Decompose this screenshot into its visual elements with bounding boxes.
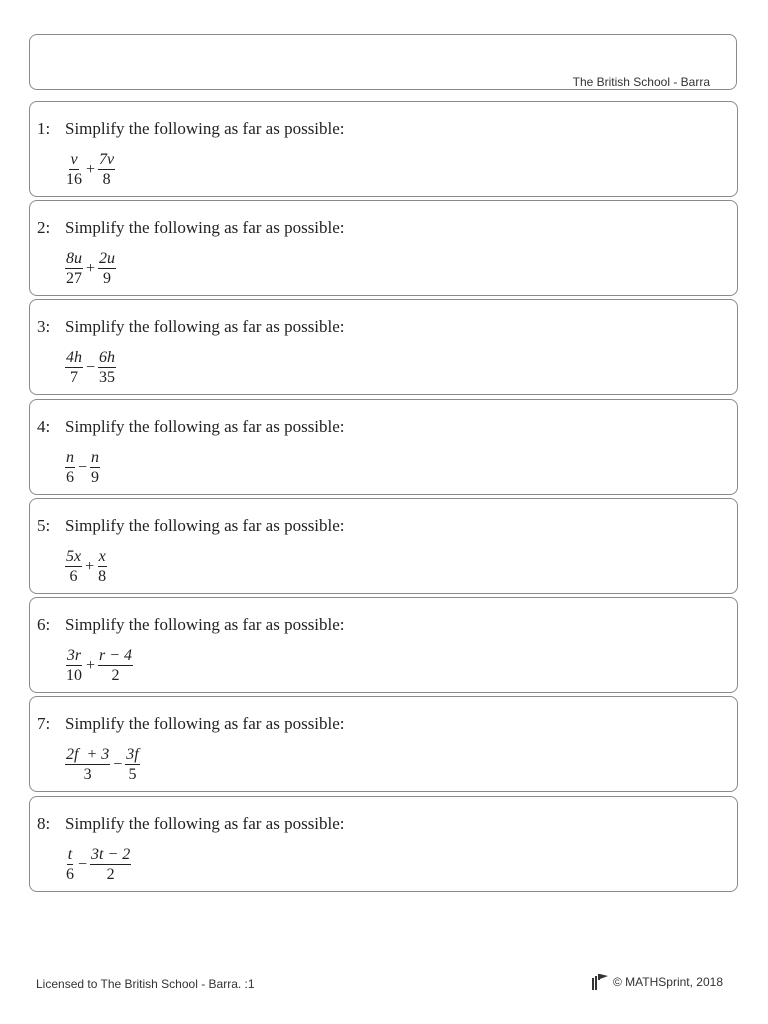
license-text: Licensed to The British School - Barra. :1 bbox=[36, 977, 255, 991]
expression bbox=[65, 646, 133, 685]
school-name: The British School - Barra bbox=[572, 75, 710, 89]
denominator: 3 bbox=[83, 766, 92, 783]
question-prompt: Simplify the following as far as possible: bbox=[65, 615, 345, 634]
question-prompt: Simplify the following as far as possible: bbox=[65, 714, 345, 733]
numerator: 3f bbox=[126, 746, 139, 763]
expression bbox=[65, 348, 116, 387]
numerator: 2u bbox=[99, 250, 116, 267]
question-8 bbox=[29, 796, 738, 892]
question-prompt: Simplify the following as far as possible: bbox=[65, 119, 345, 138]
question-prompt-line bbox=[37, 218, 345, 238]
fraction-a bbox=[65, 448, 75, 487]
fraction-a bbox=[65, 646, 83, 685]
question-4 bbox=[29, 399, 738, 495]
fraction-a bbox=[65, 547, 82, 586]
question-number: 1: bbox=[37, 119, 51, 138]
operator: − bbox=[78, 458, 88, 476]
question-number: 7: bbox=[37, 714, 51, 733]
question-prompt-line bbox=[37, 317, 345, 337]
question-prompt: Simplify the following as far as possible: bbox=[65, 417, 345, 436]
header-box bbox=[29, 34, 737, 90]
fraction-b bbox=[98, 348, 116, 387]
denominator: 35 bbox=[99, 369, 116, 386]
operator: − bbox=[78, 855, 88, 873]
copyright bbox=[591, 974, 723, 990]
question-2 bbox=[29, 200, 738, 296]
numerator: 3t − 2 bbox=[91, 846, 131, 863]
denominator: 10 bbox=[66, 667, 82, 684]
operator: + bbox=[86, 259, 96, 277]
operator: + bbox=[85, 557, 95, 575]
denominator: 6 bbox=[66, 866, 74, 883]
operator: − bbox=[86, 358, 96, 376]
numerator: n bbox=[66, 449, 74, 466]
denominator: 6 bbox=[66, 469, 74, 486]
question-prompt-line bbox=[37, 814, 345, 834]
question-prompt-line bbox=[37, 516, 345, 536]
operator: − bbox=[113, 755, 123, 773]
fraction-b bbox=[98, 249, 116, 288]
operator: + bbox=[86, 160, 96, 178]
numerator: x bbox=[98, 548, 106, 565]
question-prompt-line bbox=[37, 714, 345, 734]
question-3 bbox=[29, 299, 738, 395]
question-prompt: Simplify the following as far as possible: bbox=[65, 317, 345, 336]
numerator: v bbox=[70, 151, 78, 168]
question-number: 8: bbox=[37, 814, 51, 833]
question-prompt: Simplify the following as far as possible: bbox=[65, 218, 345, 237]
question-prompt-line bbox=[37, 615, 345, 635]
fraction-a bbox=[65, 249, 83, 288]
question-6 bbox=[29, 597, 738, 693]
expression bbox=[65, 249, 116, 288]
question-prompt: Simplify the following as far as possible: bbox=[65, 814, 345, 833]
denominator: 2 bbox=[106, 866, 115, 883]
denominator: 16 bbox=[66, 171, 82, 188]
denominator: 7 bbox=[70, 369, 78, 386]
fraction-a bbox=[65, 348, 83, 387]
operator: + bbox=[86, 656, 96, 674]
fraction-a bbox=[65, 845, 75, 884]
fraction-b bbox=[98, 646, 133, 685]
question-7 bbox=[29, 696, 738, 792]
numerator: 3r bbox=[66, 647, 82, 664]
question-number: 5: bbox=[37, 516, 51, 535]
numerator: 7v bbox=[99, 151, 115, 168]
question-prompt-line bbox=[37, 417, 345, 437]
question-prompt: Simplify the following as far as possible: bbox=[65, 516, 345, 535]
question-5 bbox=[29, 498, 738, 594]
denominator: 2 bbox=[111, 667, 120, 684]
numerator: r − 4 bbox=[99, 647, 133, 664]
denominator: 9 bbox=[103, 270, 112, 287]
numerator: 6h bbox=[99, 349, 116, 366]
expression bbox=[65, 745, 140, 784]
fraction-b bbox=[97, 547, 107, 586]
numerator: t bbox=[67, 846, 73, 863]
denominator: 9 bbox=[91, 469, 100, 486]
denominator: 27 bbox=[66, 270, 82, 287]
fraction-a bbox=[65, 150, 83, 189]
fraction-b bbox=[98, 150, 115, 189]
fraction-b bbox=[125, 745, 139, 784]
expression bbox=[65, 448, 100, 487]
denominator: 8 bbox=[98, 568, 107, 585]
question-number: 3: bbox=[37, 317, 51, 336]
question-number: 4: bbox=[37, 417, 51, 436]
expression bbox=[65, 150, 115, 189]
expression bbox=[65, 547, 107, 586]
fraction-b bbox=[90, 448, 100, 487]
question-prompt-line bbox=[37, 119, 345, 139]
denominator: 5 bbox=[128, 766, 137, 783]
expression bbox=[65, 845, 131, 884]
question-number: 2: bbox=[37, 218, 51, 237]
numerator: 8u bbox=[66, 250, 82, 267]
mathsprint-logo-icon bbox=[591, 974, 609, 990]
denominator: 8 bbox=[102, 171, 111, 188]
numerator: n bbox=[91, 449, 100, 466]
fraction-b bbox=[90, 845, 131, 884]
numerator: 4h bbox=[66, 349, 82, 366]
denominator: 6 bbox=[69, 568, 78, 585]
copyright-text: © MATHSprint, 2018 bbox=[613, 975, 723, 989]
question-number: 6: bbox=[37, 615, 51, 634]
numerator: 5x bbox=[66, 548, 82, 565]
question-1 bbox=[29, 101, 738, 197]
numerator: 2f + 3 bbox=[66, 746, 110, 763]
fraction-a bbox=[65, 745, 110, 784]
